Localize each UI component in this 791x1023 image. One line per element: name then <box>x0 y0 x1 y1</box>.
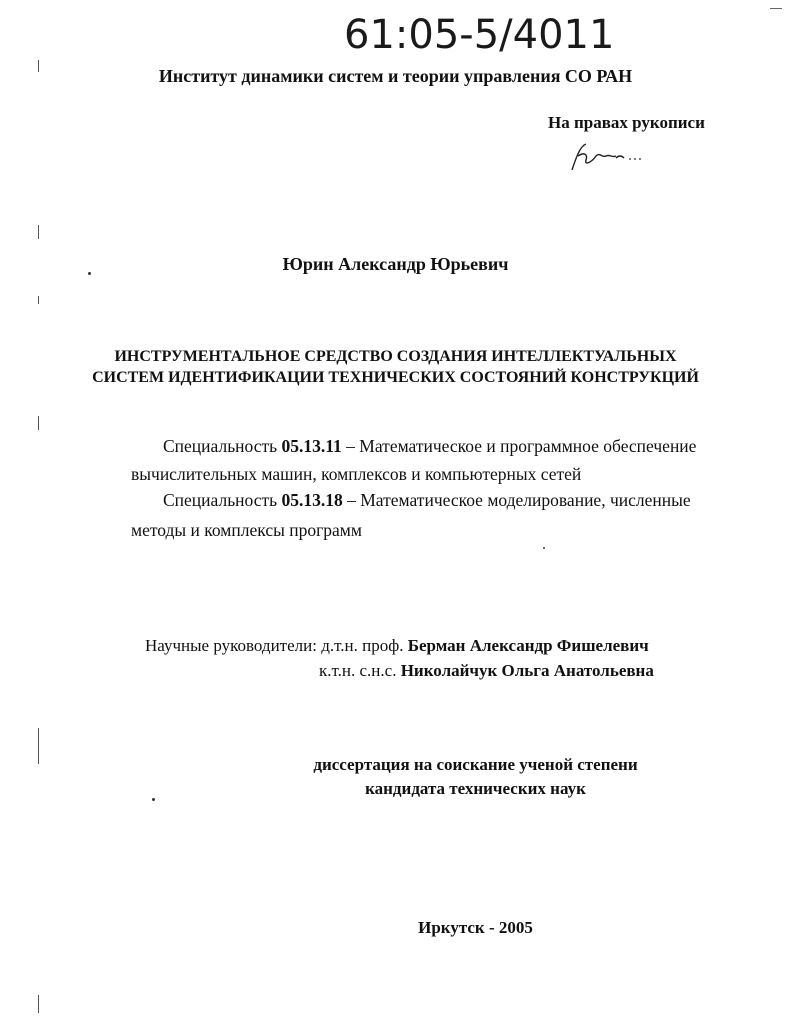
institute-name: Институт динамики систем и теории управления СО РАН <box>158 66 633 86</box>
scan-margin-mark <box>38 416 39 430</box>
specialty-2-continuation: методы и комплексы программ <box>131 520 362 540</box>
scan-margin-mark <box>38 296 39 304</box>
title-line-1: ИНСТРУМЕНТАЛЬНОЕ СРЕДСТВО СОЗДАНИЯ ИНТЕЛЛЕКТУАЛЬНЫХ <box>114 348 677 365</box>
degree-line-2: кандидата технических наук <box>365 779 586 798</box>
specialty-2 <box>163 490 691 511</box>
supervisor-2-name: Николайчук Ольга Анатольевна <box>400 661 654 680</box>
scan-corner-mark <box>770 8 782 9</box>
scan-speck <box>543 547 545 549</box>
supervisors-label: Научные руководители: <box>145 636 322 655</box>
supervisor-2 <box>319 661 654 681</box>
supervisor-2-degree: к.т.н. с.н.с. <box>319 661 401 680</box>
title-line-2: СИСТЕМ ИДЕНТИФИКАЦИИ ТЕХНИЧЕСКИХ СОСТОЯНИЙ КОНСТРУКЦИЙ <box>92 369 699 386</box>
specialty-2-prefix: Специальность <box>163 490 282 510</box>
manuscript-note: На правах рукописи <box>548 113 705 132</box>
specialty-1-continuation: вычислительных машин, комплексов и компьютерных сетей <box>131 464 582 484</box>
supervisor-1-degree: д.т.н. проф. <box>321 636 408 655</box>
svg-text:61:05-5/4011: 61:05-5/4011 <box>344 12 615 58</box>
supervisor-1 <box>145 636 649 656</box>
specialty-1-prefix: Специальность <box>163 436 282 456</box>
specialty-2-code: 05.13.18 <box>281 490 343 510</box>
scan-margin-mark <box>38 995 39 1013</box>
specialty-1 <box>163 436 696 457</box>
handwritten-archive-number <box>340 8 640 58</box>
scan-margin-mark <box>38 60 39 72</box>
author-name: Юрин Александр Юрьевич <box>282 254 509 274</box>
specialty-1-code: 05.13.11 <box>281 436 342 456</box>
dissertation-title <box>0 346 791 388</box>
scan-margin-mark <box>38 225 39 239</box>
specialty-2-text: – Математическое моделирование, численные <box>342 490 691 510</box>
scan-speck <box>152 798 155 801</box>
scan-speck <box>88 272 91 275</box>
city-year: Иркутск - 2005 <box>418 918 533 937</box>
supervisor-1-name: Берман Александр Фишелевич <box>407 636 649 655</box>
scan-margin-mark <box>38 728 39 764</box>
signature-scribble <box>566 140 646 174</box>
degree-line-1: диссертация на соискание ученой степени <box>313 755 638 774</box>
specialty-1-text: – Математическое и программное обеспечение <box>341 436 697 456</box>
